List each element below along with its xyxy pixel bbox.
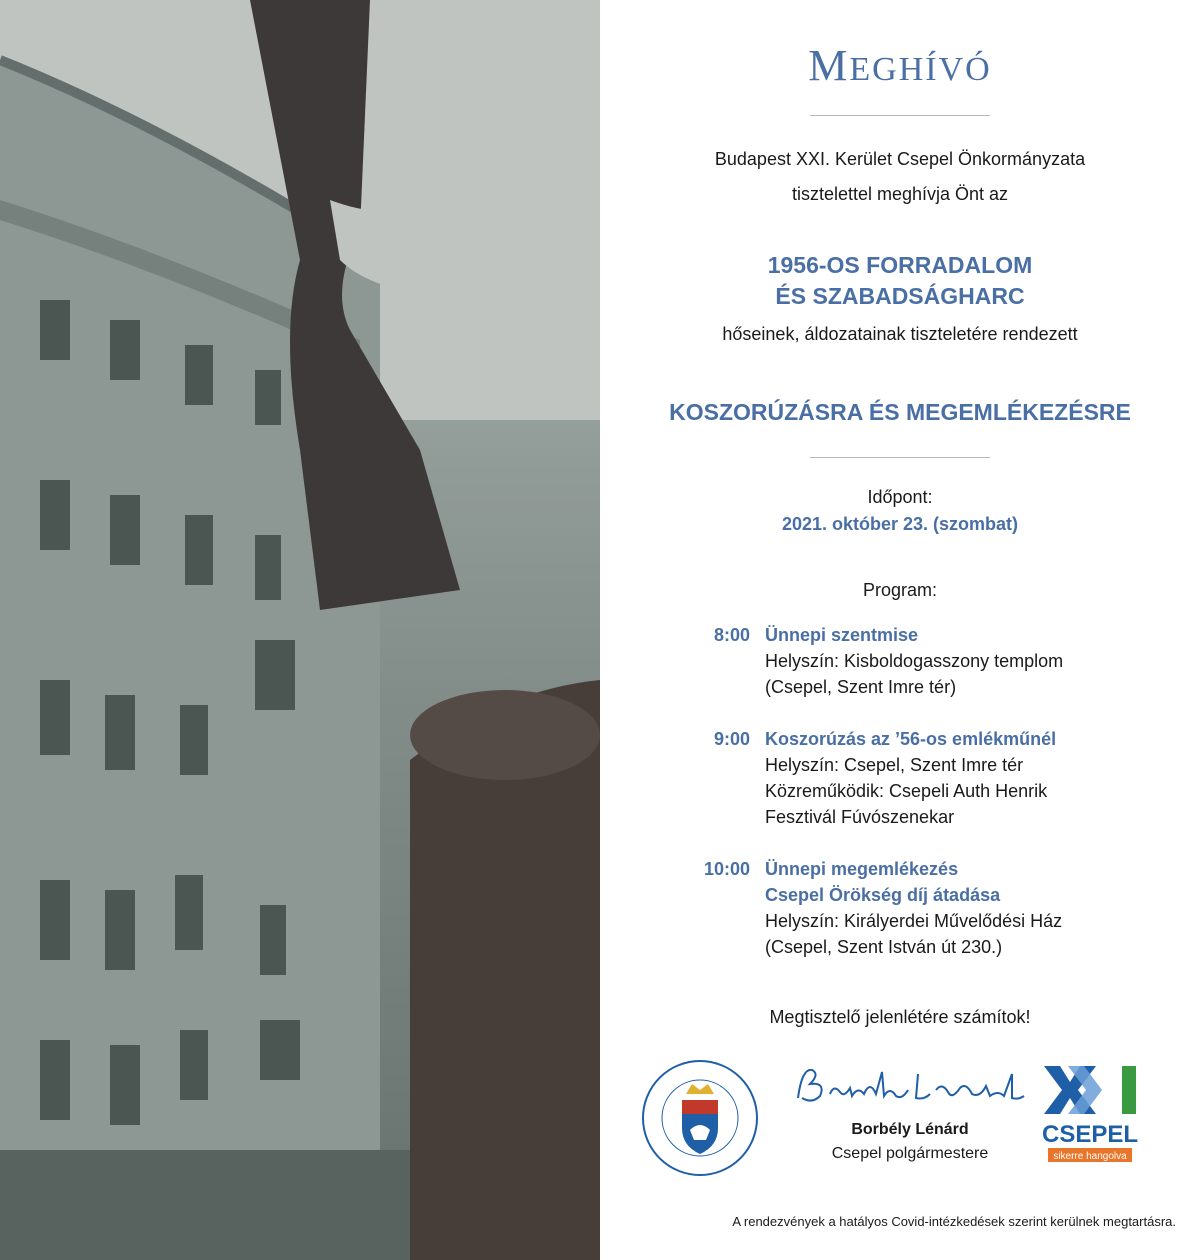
divider-top <box>810 115 990 116</box>
crest-icon <box>640 1058 760 1178</box>
invite-line: tisztelettel meghívja Önt az <box>791 184 1009 204</box>
program-address: (Csepel, Szent István út 230.) <box>765 937 1003 957</box>
program-title-second: Csepel Örökség díj átadása <box>765 885 1001 905</box>
brand-tagline: sikerre hangolva <box>1053 1151 1127 1162</box>
title-rest: EGHÍVÓ <box>849 51 992 88</box>
closing-line: Megtisztelő jelenlétére számítok! <box>769 1007 1031 1027</box>
signatory-role: Csepel polgármestere <box>831 1145 989 1162</box>
program-performer-cont: Fesztivál Fúvószenekar <box>765 807 955 827</box>
program-performer: Közreműködik: Csepeli Auth Henrik <box>765 781 1048 801</box>
xxi-csepel-logo <box>1040 1062 1140 1164</box>
program-venue: Helyszín: Kisboldogasszony templom <box>765 651 1064 671</box>
date-label: Időpont: <box>867 487 933 507</box>
divider-middle <box>810 457 990 458</box>
program-title: Koszorúzás az ’56-os emlékműnél <box>765 729 1057 749</box>
event-title-line2: ÉS SZABADSÁGHARC <box>775 283 1025 309</box>
district-crest-logo <box>640 1058 760 1178</box>
invitation-title <box>600 40 1200 91</box>
invitation-panel <box>600 0 1200 1260</box>
mayor-signature <box>790 1060 1030 1115</box>
event-title-line1: 1956-OS FORRADALOM <box>767 252 1033 278</box>
event-purpose: KOSZORÚZÁSRA ÉS MEGEMLÉKEZÉSRE <box>669 399 1131 425</box>
brand-logo-icon <box>1040 1062 1140 1164</box>
covid-notice: A rendezvények a hatályos Covid-intézkedések szerint kerülnek megtartásra. <box>732 1214 1176 1229</box>
program-title: Ünnepi szentmise <box>765 625 919 645</box>
signatory-name: Borbély Lénárd <box>851 1121 969 1138</box>
program-title: Ünnepi megemlékezés <box>765 859 959 879</box>
program-time: 10:00 <box>703 859 750 879</box>
program-address: (Csepel, Szent Imre tér) <box>765 677 957 697</box>
program-time: 8:00 <box>713 625 750 645</box>
date-value: 2021. október 23. (szombat) <box>781 514 1019 534</box>
title-initial: M <box>808 41 850 90</box>
event-dedication: hőseinek, áldozatainak tiszteletére rendezett <box>722 324 1078 344</box>
program-label: Program: <box>862 580 938 600</box>
program-venue: Helyszín: Királyerdei Művelődési Ház <box>765 911 1063 931</box>
brand-name: CSEPEL <box>1041 1121 1139 1148</box>
program-time: 9:00 <box>713 729 750 749</box>
organizer-line: Budapest XXI. Kerület Csepel Önkormányzata <box>714 149 1086 169</box>
program-venue: Helyszín: Csepel, Szent Imre tér <box>765 755 1024 775</box>
